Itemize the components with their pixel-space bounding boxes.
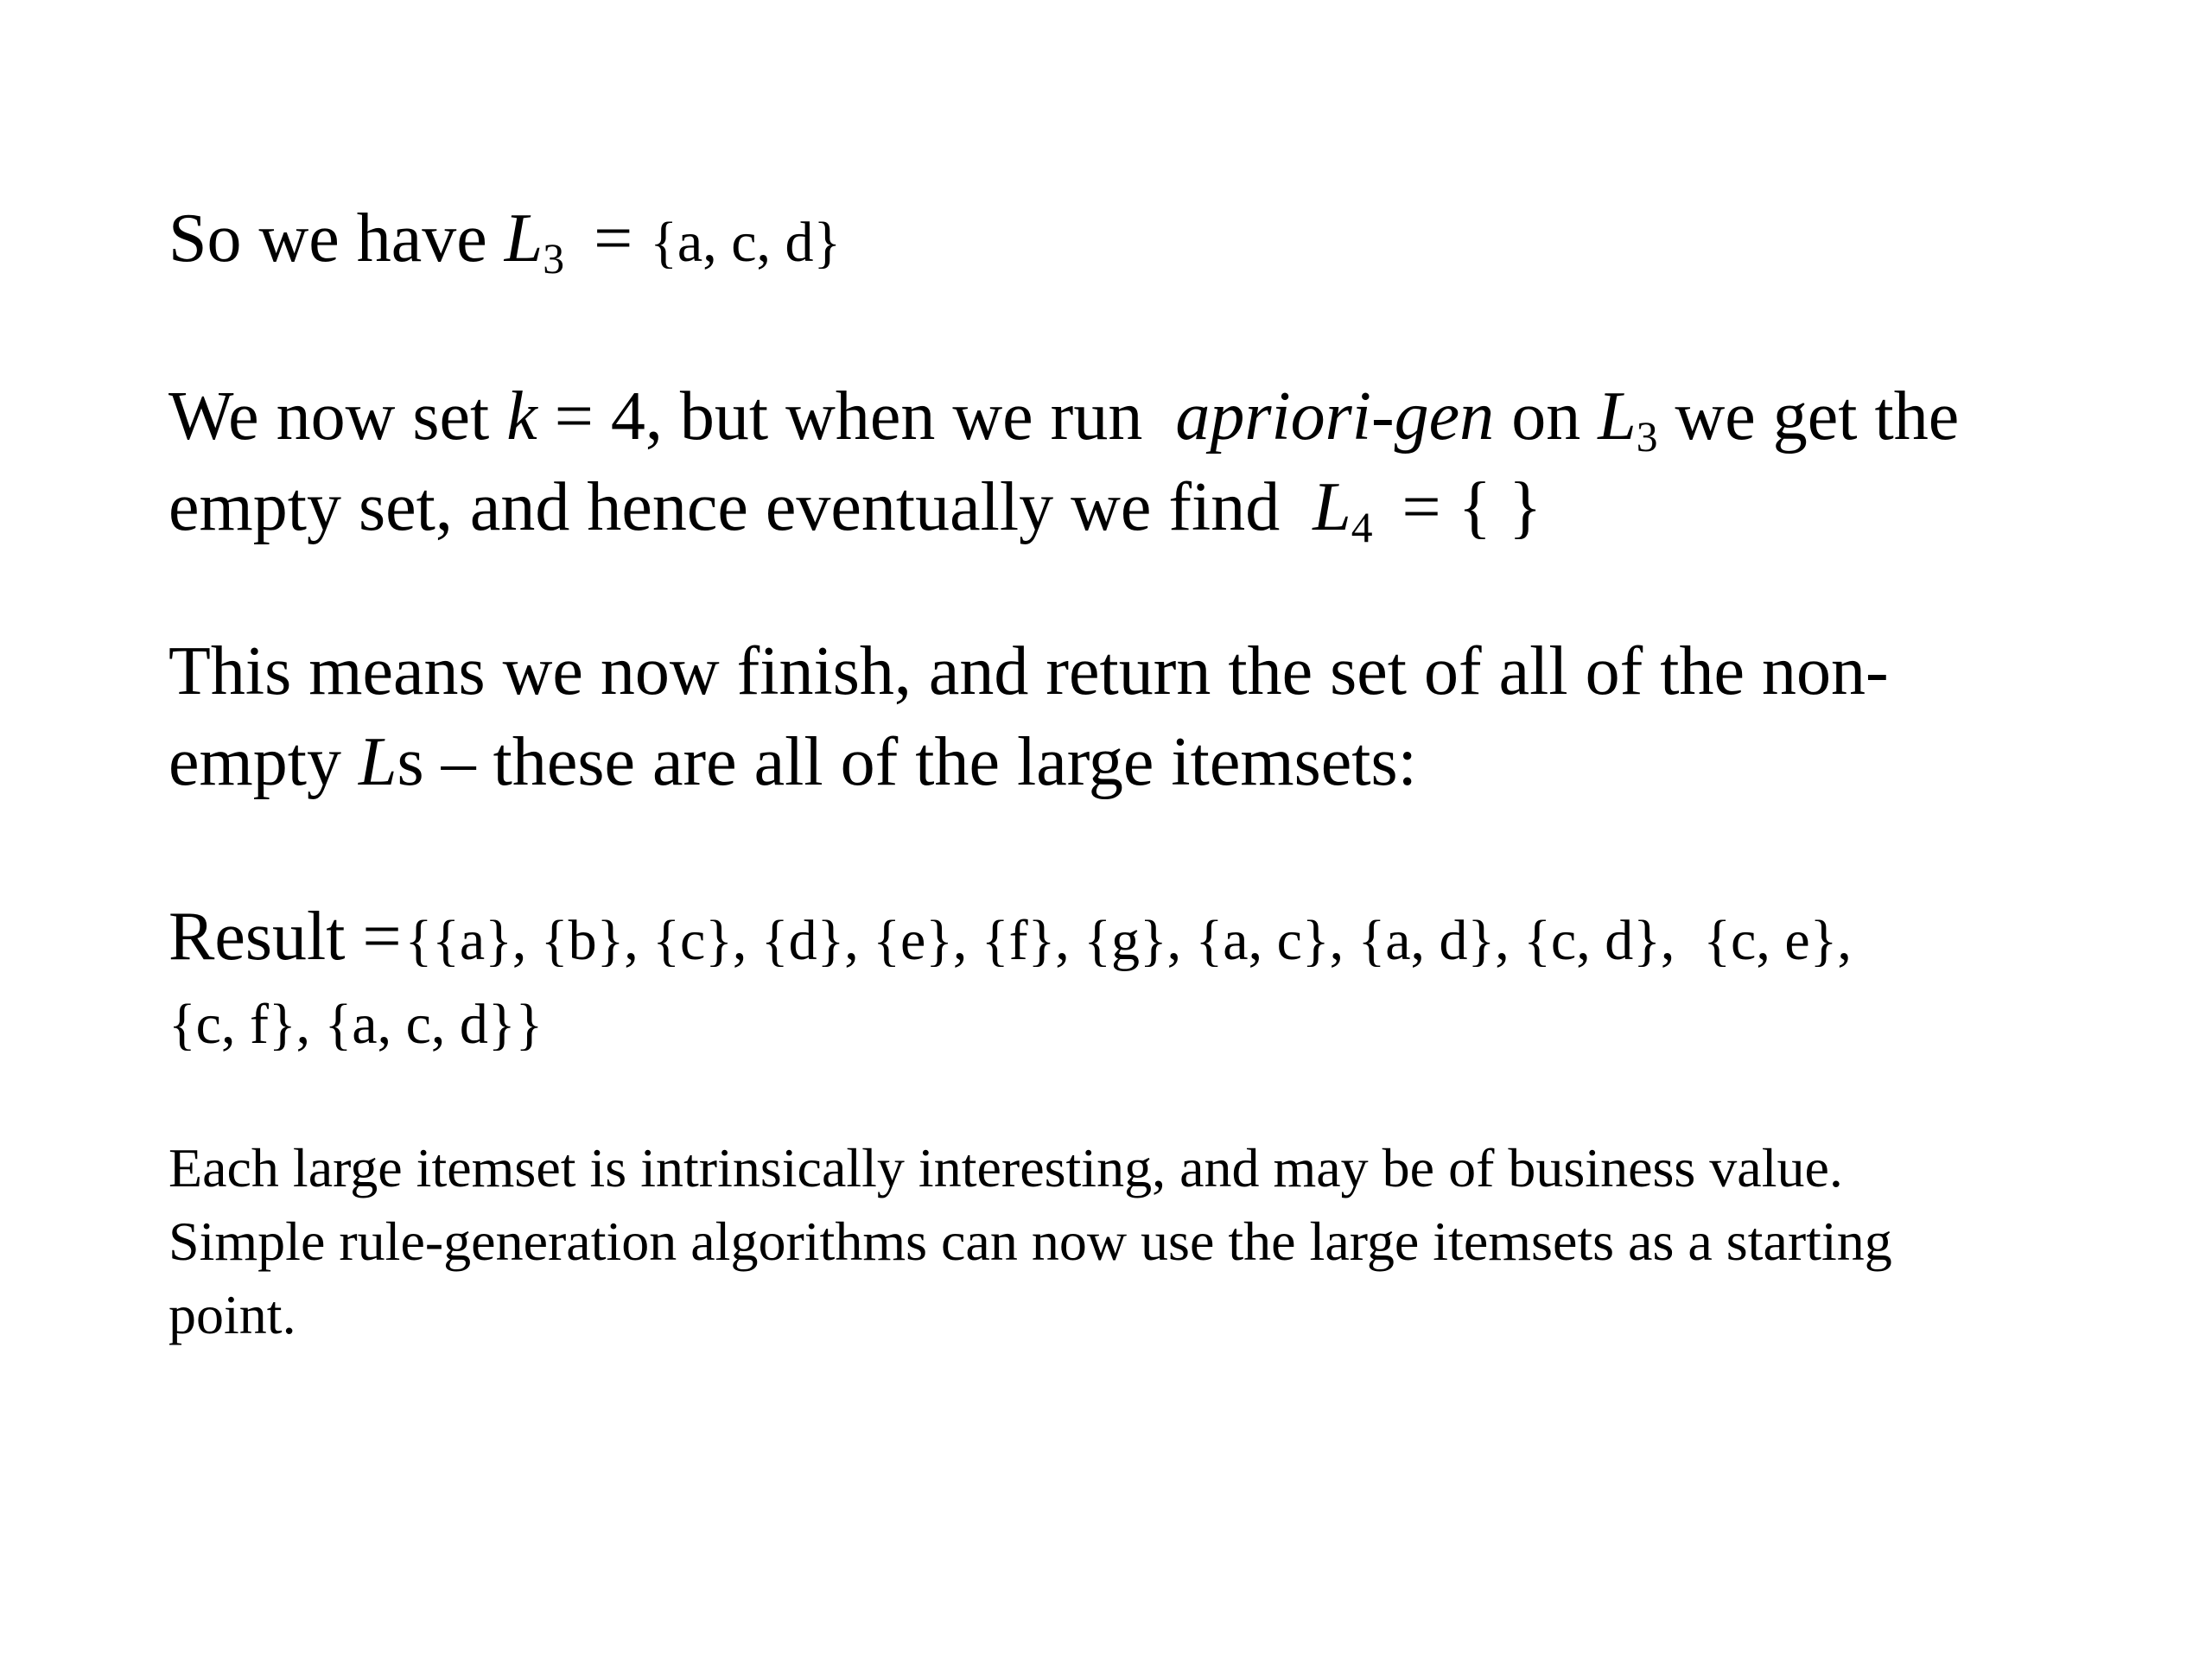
- result-line-1: [168, 899, 1852, 975]
- apriori-gen-term: apriori-gen: [1175, 378, 1495, 454]
- l3-prefix: So we have: [168, 200, 487, 276]
- l3-subscript: 3: [543, 234, 565, 283]
- note-line-1: Each large itemset is intrinsically interesting, and may be of business value.: [168, 1137, 1843, 1198]
- apriori-suffix: we get the: [1675, 378, 1960, 454]
- l3-statement: [168, 200, 842, 283]
- k-var: k: [506, 378, 537, 454]
- l3-var: $L_3$: [504, 200, 565, 283]
- l4-subscript: 4: [1351, 503, 1373, 551]
- l3-set: {a, c, d}: [650, 211, 842, 274]
- l3-equals: =: [594, 200, 633, 276]
- large-itemsets-text: s – these are all of the large itemsets:: [397, 724, 1417, 800]
- l4-empty-set: = { }: [1402, 469, 1542, 545]
- apriori-prefix: We now set: [168, 378, 490, 454]
- finish-line-1: This means we now finish, and return the set of all of the non-: [168, 633, 1889, 709]
- k-value-text: = 4, but when we run: [554, 378, 1143, 454]
- l3-subscript-2: 3: [1636, 412, 1658, 461]
- on-text: on: [1511, 378, 1581, 454]
- empty-text: empty: [168, 724, 341, 800]
- note-line-3: point.: [168, 1284, 296, 1345]
- l4-var: $L_4$: [1313, 469, 1373, 551]
- result-sets-1: {{a}, {b}, {c}, {d}, {e}, {f}, {g}, {a, c}, {a, d}, {c, d}, {c, e},: [404, 909, 1852, 972]
- note-line-2: Simple rule-generation algorithms can now use the large itemsets as a starting: [168, 1211, 1892, 1272]
- ls-var: L: [358, 724, 397, 800]
- result-label: Result =: [168, 899, 402, 975]
- result-line-2: {c, f}, {a, c, d}}: [168, 993, 543, 1056]
- finish-line-2: [168, 724, 1417, 800]
- apriori-line-2: [168, 469, 1542, 551]
- apriori-line-1: [168, 378, 1960, 461]
- empty-set-text: empty set, and hence eventually we find: [168, 469, 1281, 545]
- l3-var-2: $L_3$: [1598, 378, 1658, 461]
